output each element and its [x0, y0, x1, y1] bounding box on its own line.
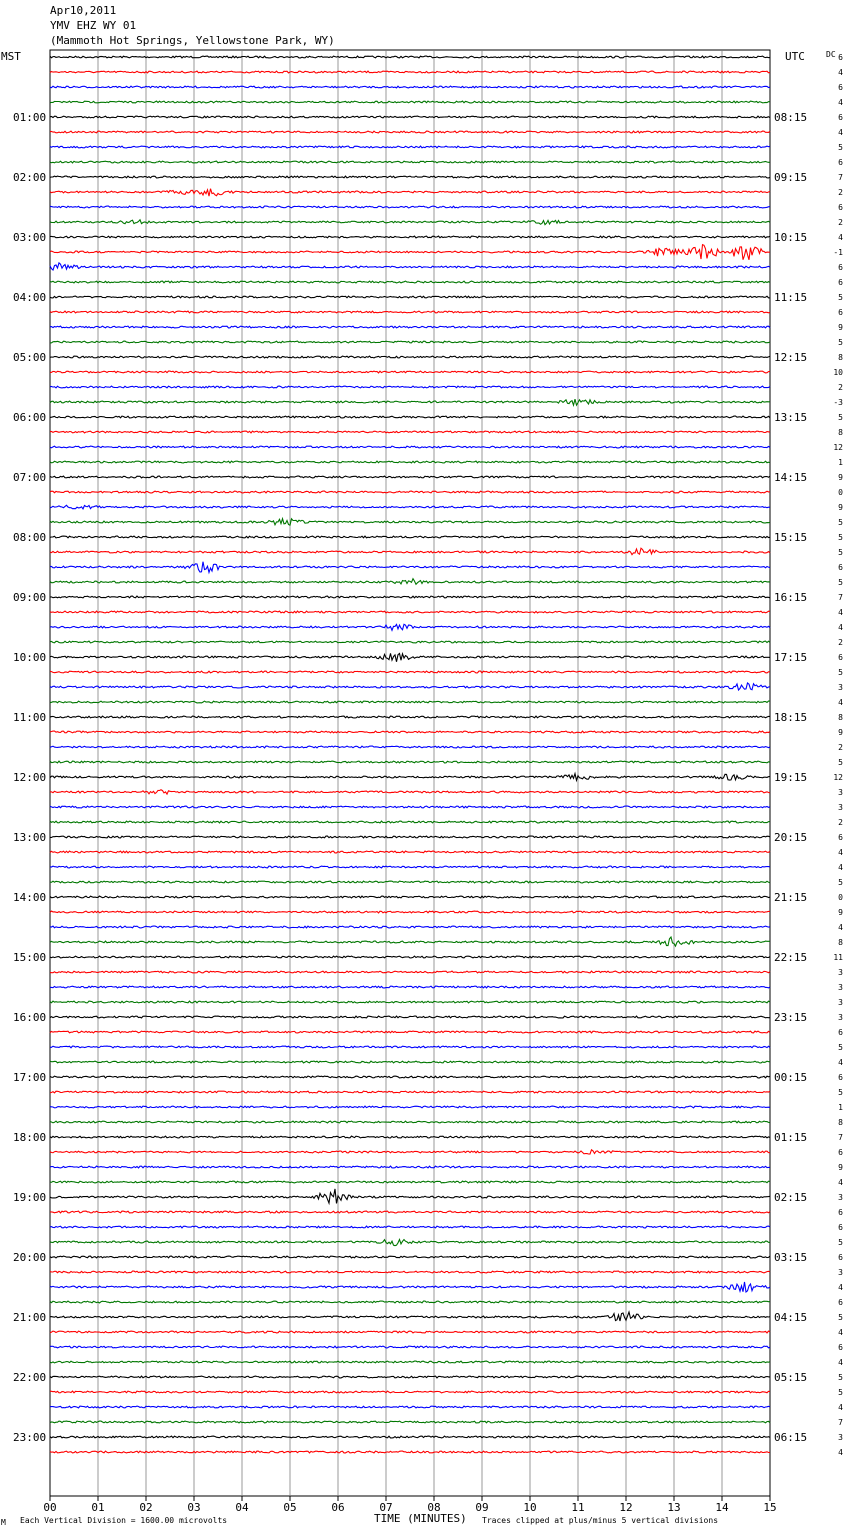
dc-offset-value: 2: [838, 818, 843, 827]
x-tick-label: 14: [715, 1501, 729, 1514]
seismic-trace: [50, 189, 770, 196]
seismic-trace: [50, 281, 770, 283]
x-tick-label: 05: [283, 1501, 297, 1514]
seismic-trace: [50, 1346, 770, 1348]
dc-offset-value: 5: [838, 533, 843, 542]
seismic-trace: [50, 821, 770, 823]
dc-offset-value: 6: [838, 1028, 843, 1037]
seismic-trace: [50, 1421, 770, 1423]
mst-tick-label: 22:00: [13, 1371, 47, 1384]
dc-offset-value: 9: [838, 1163, 843, 1172]
dc-offset-value: 6: [838, 113, 843, 122]
seismic-trace: [50, 236, 770, 238]
dc-offset-value: 6: [838, 563, 843, 572]
dc-offset-value: 5: [838, 143, 843, 152]
seismic-trace: [50, 71, 770, 73]
seismic-trace: [50, 1181, 770, 1183]
utc-tick-label: 06:15: [774, 1431, 808, 1444]
seismic-trace: [50, 562, 770, 573]
dc-offset-value: -1: [833, 248, 843, 257]
seismic-trace: [50, 1301, 770, 1303]
seismic-trace: [50, 1226, 770, 1228]
plot-title: YMV EHZ WY 01: [50, 19, 137, 32]
seismic-trace: [50, 790, 770, 794]
mst-tick-label: 19:00: [13, 1191, 47, 1204]
dc-offset-value: -3: [833, 398, 843, 407]
dc-offset-value: 4: [838, 233, 843, 242]
seismic-trace: [50, 446, 770, 448]
seismic-trace: [50, 311, 770, 313]
dc-offset-value: 4: [838, 863, 843, 872]
seismic-trace: [50, 1001, 770, 1003]
dc-offset-value: 5: [838, 338, 843, 347]
seismic-trace: [50, 206, 770, 208]
dc-offset-value: 5: [838, 758, 843, 767]
station-location: (Mammoth Hot Springs, Yellowstone Park, WY): [50, 34, 335, 47]
corner-mark: M: [1, 1518, 6, 1527]
seismic-trace: [50, 746, 770, 748]
seismic-trace: [50, 1091, 770, 1093]
dc-offset-value: 6: [838, 1343, 843, 1352]
seismic-trace: [50, 519, 770, 526]
dc-offset-value: 2: [838, 218, 843, 227]
seismic-trace: [50, 761, 770, 763]
seismic-trace: [50, 611, 770, 613]
mst-tick-label: 12:00: [13, 771, 47, 784]
dc-offset-value: 6: [838, 53, 843, 62]
seismic-trace: [50, 1361, 770, 1363]
seismic-trace: [50, 1121, 770, 1123]
mst-tick-label: 16:00: [13, 1011, 47, 1024]
dc-offset-value: 9: [838, 908, 843, 917]
dc-column-label: DC: [826, 50, 836, 59]
dc-offset-value: 5: [838, 548, 843, 557]
dc-offset-value: 4: [838, 1358, 843, 1367]
utc-axis-label: UTC: [785, 50, 805, 63]
seismic-trace: [50, 1331, 770, 1333]
seismic-trace: [50, 341, 770, 343]
dc-offset-value: 3: [838, 683, 843, 692]
seismic-trace: [50, 1189, 770, 1204]
dc-offset-value: 12: [833, 443, 843, 452]
dc-offset-value: 5: [838, 1043, 843, 1052]
mst-tick-label: 13:00: [13, 831, 47, 844]
utc-tick-label: 21:15: [774, 891, 808, 904]
x-tick-label: 08: [427, 1501, 441, 1514]
dc-offset-value: 7: [838, 173, 843, 182]
dc-offset-value: 4: [838, 1178, 843, 1187]
dc-offset-value: 4: [838, 98, 843, 107]
dc-offset-value: 1: [838, 1103, 843, 1112]
seismic-trace: [50, 161, 770, 163]
dc-offset-value: 8: [838, 428, 843, 437]
plot-date: Apr10,2011: [50, 4, 117, 17]
x-tick-label: 10: [523, 1501, 537, 1514]
dc-offset-value: 9: [838, 503, 843, 512]
utc-tick-label: 18:15: [774, 711, 808, 724]
dc-offset-value: 3: [838, 788, 843, 797]
seismic-trace: [50, 146, 770, 148]
seismic-trace: [50, 653, 770, 661]
seismic-trace: [50, 220, 770, 225]
mst-tick-label: 18:00: [13, 1131, 47, 1144]
x-tick-label: 02: [139, 1501, 153, 1514]
dc-offset-value: 8: [838, 353, 843, 362]
dc-offset-value: 4: [838, 1448, 843, 1457]
mst-tick-label: 08:00: [13, 531, 47, 544]
dc-offset-value: 6: [838, 308, 843, 317]
seismic-trace: [50, 624, 770, 630]
clip-note: Traces clipped at plus/minus 5 vertical divisions: [482, 1516, 719, 1525]
x-tick-label: 04: [235, 1501, 249, 1514]
utc-tick-label: 19:15: [774, 771, 808, 784]
seismic-trace: [50, 926, 770, 928]
utc-tick-label: 20:15: [774, 831, 808, 844]
utc-tick-label: 12:15: [774, 351, 808, 364]
utc-tick-label: 00:15: [774, 1071, 808, 1084]
utc-tick-label: 23:15: [774, 1011, 808, 1024]
seismic-trace: [50, 116, 770, 118]
dc-offset-value: 5: [838, 1388, 843, 1397]
seismic-trace: [50, 263, 770, 270]
mst-tick-label: 15:00: [13, 951, 47, 964]
dc-offset-value: 6: [838, 278, 843, 287]
utc-tick-label: 14:15: [774, 471, 808, 484]
dc-offset-value: 3: [838, 968, 843, 977]
mst-tick-label: 03:00: [13, 231, 47, 244]
seismic-trace: [50, 1136, 770, 1138]
dc-offset-value: 6: [838, 1298, 843, 1307]
dc-offset-value: 4: [838, 1328, 843, 1337]
dc-offset-value: 3: [838, 1193, 843, 1202]
dc-offset-value: 5: [838, 518, 843, 527]
dc-offset-value: 9: [838, 473, 843, 482]
seismic-trace: [50, 1016, 770, 1018]
dc-offset-value: 4: [838, 128, 843, 137]
dc-offset-value: 6: [838, 1208, 843, 1217]
seismic-trace: [50, 896, 770, 898]
dc-offset-value: 4: [838, 923, 843, 932]
seismic-trace: [50, 536, 770, 538]
seismic-trace: [50, 548, 770, 554]
seismic-trace: [50, 505, 770, 509]
seismic-trace: [50, 1376, 770, 1378]
dc-offset-value: 6: [838, 263, 843, 272]
seismic-trace: [50, 1256, 770, 1258]
seismic-trace: [50, 866, 770, 868]
dc-offset-value: 4: [838, 1283, 843, 1292]
dc-offset-value: 6: [838, 83, 843, 92]
seismic-trace: [50, 371, 770, 373]
x-tick-label: 07: [379, 1501, 393, 1514]
seismic-trace: [50, 399, 770, 405]
seismic-trace: [50, 1312, 770, 1321]
utc-tick-label: 11:15: [774, 291, 808, 304]
dc-offset-value: 5: [838, 578, 843, 587]
x-tick-label: 06: [331, 1501, 345, 1514]
seismic-trace: [50, 356, 770, 358]
seismic-trace: [50, 176, 770, 178]
mst-tick-label: 20:00: [13, 1251, 47, 1264]
seismic-trace: [50, 476, 770, 478]
utc-tick-label: 02:15: [774, 1191, 808, 1204]
seismic-trace: [50, 716, 770, 718]
mst-tick-label: 23:00: [13, 1431, 47, 1444]
dc-offset-value: 3: [838, 803, 843, 812]
seismic-trace: [50, 1240, 770, 1246]
dc-offset-value: 6: [838, 1148, 843, 1157]
mst-axis-label: MST: [1, 50, 21, 63]
x-tick-label: 12: [619, 1501, 633, 1514]
mst-tick-label: 14:00: [13, 891, 47, 904]
utc-tick-label: 04:15: [774, 1311, 808, 1324]
dc-offset-value: 7: [838, 593, 843, 602]
mst-tick-label: 05:00: [13, 351, 47, 364]
dc-offset-value: 5: [838, 1373, 843, 1382]
utc-tick-label: 01:15: [774, 1131, 808, 1144]
dc-offset-value: 9: [838, 323, 843, 332]
seismic-trace: [50, 671, 770, 673]
dc-offset-value: 5: [838, 1088, 843, 1097]
dc-offset-value: 5: [838, 413, 843, 422]
dc-offset-value: 6: [838, 1073, 843, 1082]
utc-tick-label: 10:15: [774, 231, 808, 244]
x-tick-label: 11: [571, 1501, 585, 1514]
dc-offset-value: 8: [838, 938, 843, 947]
dc-offset-value: 5: [838, 293, 843, 302]
seismic-trace: [50, 56, 770, 58]
dc-offset-value: 3: [838, 983, 843, 992]
mst-tick-label: 10:00: [13, 651, 47, 664]
x-tick-label: 13: [667, 1501, 681, 1514]
dc-offset-value: 2: [838, 188, 843, 197]
dc-offset-value: 5: [838, 878, 843, 887]
seismic-trace: [50, 386, 770, 388]
seismic-trace: [50, 701, 770, 703]
dc-offset-value: 4: [838, 608, 843, 617]
seismic-trace: [50, 1031, 770, 1033]
seismic-trace: [50, 1271, 770, 1273]
seismic-trace: [50, 1451, 770, 1453]
dc-offset-value: 5: [838, 668, 843, 677]
seismic-trace: [50, 1061, 770, 1063]
seismic-trace: [50, 245, 770, 260]
seismic-trace: [50, 131, 770, 133]
utc-tick-label: 13:15: [774, 411, 808, 424]
dc-offset-value: 10: [833, 368, 843, 377]
dc-offset-value: 4: [838, 1058, 843, 1067]
x-tick-label: 00: [43, 1501, 57, 1514]
dc-offset-value: 8: [838, 713, 843, 722]
utc-tick-label: 15:15: [774, 531, 808, 544]
utc-tick-label: 05:15: [774, 1371, 808, 1384]
mst-tick-label: 04:00: [13, 291, 47, 304]
seismic-trace: [50, 1282, 770, 1292]
dc-offset-value: 3: [838, 1013, 843, 1022]
dc-offset-value: 6: [838, 203, 843, 212]
dc-offset-value: 3: [838, 998, 843, 1007]
mst-tick-label: 21:00: [13, 1311, 47, 1324]
seismic-trace: [50, 296, 770, 298]
seismic-trace: [50, 491, 770, 493]
dc-offset-value: 8: [838, 1118, 843, 1127]
seismic-trace: [50, 851, 770, 853]
dc-offset-value: 7: [838, 1418, 843, 1427]
dc-offset-value: 0: [838, 893, 843, 902]
dc-offset-value: 5: [838, 1238, 843, 1247]
dc-offset-value: 1: [838, 458, 843, 467]
seismic-trace: [50, 416, 770, 418]
seismic-trace: [50, 1391, 770, 1393]
mst-tick-label: 11:00: [13, 711, 47, 724]
seismic-trace: [50, 731, 770, 733]
utc-tick-label: 08:15: [774, 111, 808, 124]
dc-offset-value: 9: [838, 728, 843, 737]
seismic-trace: [50, 326, 770, 328]
dc-offset-value: 2: [838, 743, 843, 752]
dc-offset-value: 6: [838, 1223, 843, 1232]
seismic-trace: [50, 683, 770, 690]
dc-offset-value: 0: [838, 488, 843, 497]
x-tick-label: 01: [91, 1501, 105, 1514]
mst-tick-label: 01:00: [13, 111, 47, 124]
dc-offset-value: 4: [838, 68, 843, 77]
dc-offset-value: 11: [833, 953, 843, 962]
seismic-trace: [50, 1046, 770, 1048]
mst-tick-label: 09:00: [13, 591, 47, 604]
mst-tick-label: 02:00: [13, 171, 47, 184]
utc-tick-label: 09:15: [774, 171, 808, 184]
dc-offset-value: 5: [838, 1313, 843, 1322]
x-tick-label: 09: [475, 1501, 489, 1514]
dc-offset-value: 3: [838, 1268, 843, 1277]
dc-offset-value: 6: [838, 1253, 843, 1262]
dc-offset-value: 2: [838, 383, 843, 392]
dc-offset-value: 2: [838, 638, 843, 647]
seismic-trace: [50, 1436, 770, 1438]
seismic-trace: [50, 579, 770, 585]
dc-offset-value: 4: [838, 1403, 843, 1412]
dc-offset-value: 12: [833, 773, 843, 782]
seismic-trace: [50, 596, 770, 598]
dc-offset-value: 6: [838, 833, 843, 842]
seismic-trace: [50, 461, 770, 463]
seismic-trace: [50, 101, 770, 103]
seismic-trace: [50, 881, 770, 883]
seismic-trace: [50, 1106, 770, 1108]
seismic-trace: [50, 641, 770, 643]
utc-tick-label: 16:15: [774, 591, 808, 604]
x-tick-label: 15: [763, 1501, 777, 1514]
mst-tick-label: 06:00: [13, 411, 47, 424]
seismic-trace: [50, 911, 770, 913]
seismic-trace: [50, 1166, 770, 1168]
dc-offset-value: 7: [838, 1133, 843, 1142]
seismic-trace: [50, 986, 770, 988]
seismic-trace: [50, 971, 770, 973]
seismic-trace: [50, 836, 770, 838]
utc-tick-label: 03:15: [774, 1251, 808, 1264]
x-tick-label: 03: [187, 1501, 201, 1514]
seismic-trace: [50, 86, 770, 88]
dc-offset-value: 6: [838, 158, 843, 167]
x-axis-label: TIME (MINUTES): [374, 1512, 467, 1525]
utc-tick-label: 22:15: [774, 951, 808, 964]
dc-offset-value: 4: [838, 623, 843, 632]
dc-offset-value: 4: [838, 698, 843, 707]
seismic-trace: [50, 1406, 770, 1408]
mst-tick-label: 17:00: [13, 1071, 47, 1084]
dc-offset-value: 6: [838, 653, 843, 662]
dc-offset-value: 3: [838, 1433, 843, 1442]
seismic-trace: [50, 806, 770, 808]
dc-offset-value: 4: [838, 848, 843, 857]
seismic-trace: [50, 1211, 770, 1213]
seismic-trace: [50, 937, 770, 946]
seismic-trace: [50, 774, 770, 781]
seismic-trace: [50, 431, 770, 433]
seismic-trace: [50, 1076, 770, 1078]
mst-tick-label: 07:00: [13, 471, 47, 484]
seismic-trace: [50, 956, 770, 958]
seismic-trace: [50, 1150, 770, 1154]
scale-note: Each Vertical Division = 1600.00 microvolts: [20, 1516, 228, 1525]
utc-tick-label: 17:15: [774, 651, 808, 664]
